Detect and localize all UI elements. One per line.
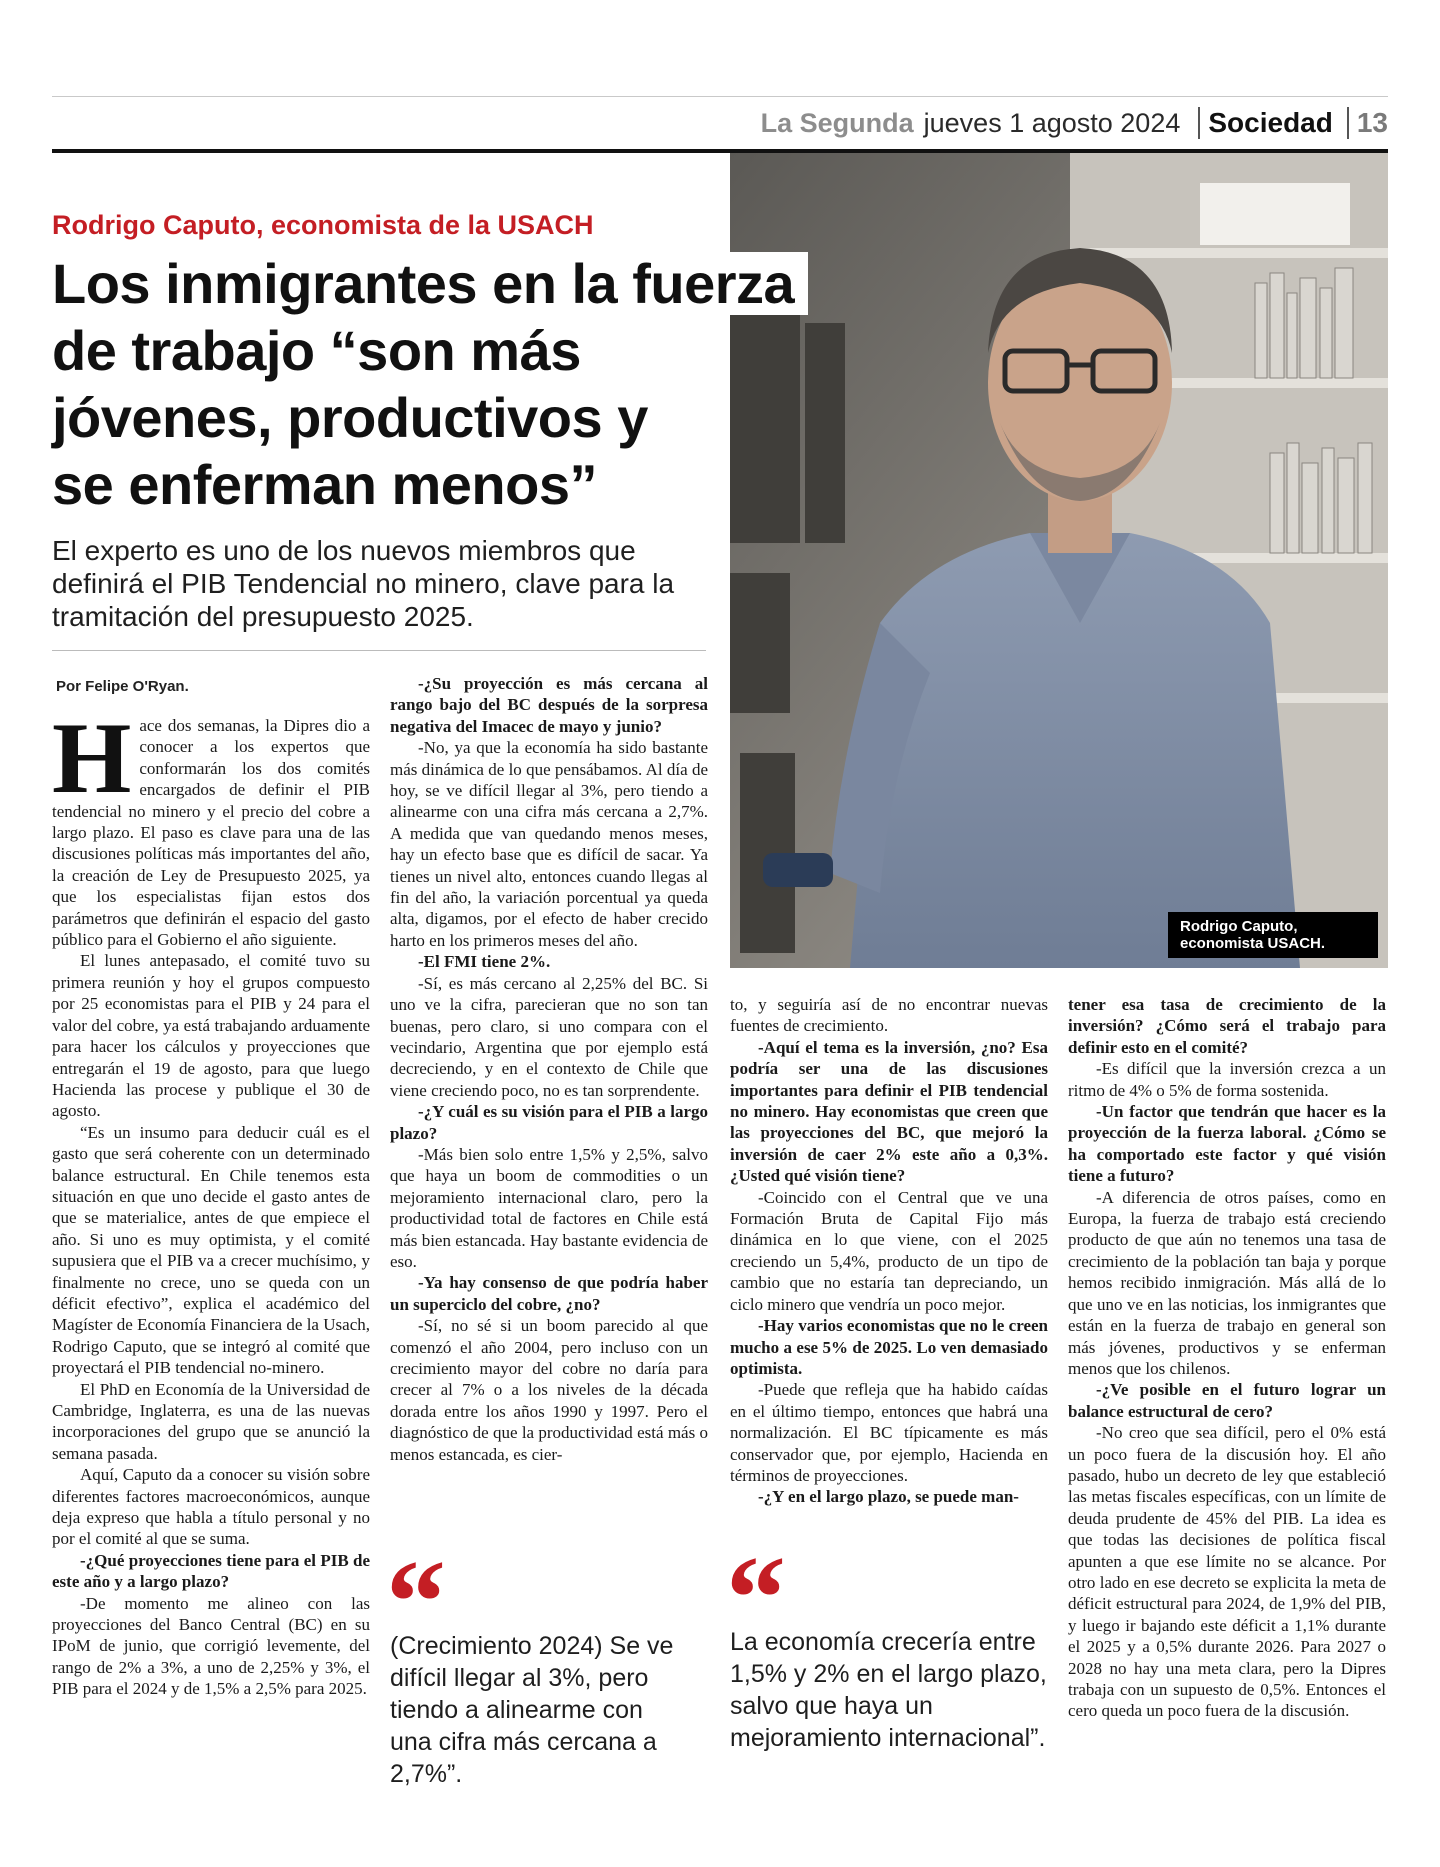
quote-mark-icon: “ [386,1535,446,1668]
drop-cap: H [52,702,132,815]
interview-question: -¿Ve posible en el futuro lograr un balance estructural de cero? [1068,1380,1386,1421]
interview-question: -¿Su proyección es más cercana al rango bajo del BC después de la sorpresa negativa del Imacec de mayo y junio? [390,674,708,736]
byline: Por Felipe O'Ryan. [56,678,189,695]
interview-question: -Ya hay consenso de que podría haber un superciclo del cobre, ¿no? [390,1273,708,1314]
interview-question: tener esa tasa de crecimiento de la inversión? ¿Cómo será el trabajo para definir esto en el comité? [1068,995,1386,1057]
interview-question: -Aquí el tema es la inversión, ¿no? Esa podría ser una de las discusiones importantes para definir el PIB tendencial no minero. Hay economistas que creen que las proyecciones del BC, que mejoró la inversión de caer 2% este año a 0,3%. ¿Usted qué visión tiene? [730,1037,1048,1186]
paragraph: “Es un insumo para deducir cuál es el gasto que será coherente con un determinado balance estructural. En Chile tenemos esta situación en que uno decide el gasto antes de que se materialice, antes de que empiece el año. Si uno es muy optimista, y el comité supusiera que el PIB va a crecer muchísimo, y finalmente no crece, uno se queda con un déficit efectivo”, explica el académico del Magíster de Economía Financiera de la Usach, Rodrigo Caputo, que se integró al comité que proyectará el PIB tendencial no-minero. [52,1122,370,1378]
paragraph-text: ace dos semanas, la Dipres dio a conocer a los expertos que conformarán los dos comités encargados de definir el PIB tendencial no minero y el precio del cobre a largo plazo. El paso es clave para una de las discusiones políticas más importantes del año, la creación de Ley de Presupuesto 2025, ya que los especialistas fijan estos dos parámetros que definirán el espacio del gasto público para el Gobierno el año siguiente. [52,716,370,950]
paragraph: El lunes antepasado, el comité tuvo su primera reunión y hoy el grupos compuesto por 25 economistas para el PIB y 24 para el valor del cobre, ya está trabajando arduamente para hacer los cálculos y proyecciones que entregarán el 19 de agosto, para que luego Hacienda las procese y publique el 30 de agosto. [52,951,370,1121]
paragraph: -Sí, es más cercano al 2,25% del BC. Si uno ve la cifra, parecieran que no son tan buenas, pero claro, si uno compara con el vecindario, Argentina que por ejemplo está decreciendo, y en el contexto de Chile que viene creciendo poco, no es tan sorprendente. [390,973,708,1100]
interview-question: -Un factor que tendrán que hacer es la proyección de la fuerza laboral. ¿Cómo se ha comportado este factor y qué visión tiene a futuro? [1068,1102,1386,1186]
paragraph: -Sí, no sé si un boom parecido al que comenzó el año 2004, pero incluso con un crecimiento mayor del cobre no daría para crecer al 7% o a los niveles de la década dorada entre los años 1990 y 1997. Pero el diagnóstico de que la productividad está más o menos estancada, es cier- [390,1316,708,1464]
headline-line: Los inmigrantes en la fuerza [52,252,808,315]
article-headline [52,250,842,518]
paragraph: Aquí, Caputo da a conocer su visión sobre diferentes factores macroeconómicos, aunque deja expreso que habla a título personal y no por el comité al que se suma. [52,1465,370,1549]
section-name: Sociedad [1208,107,1333,138]
masthead [52,100,1388,146]
paragraph: -Más bien solo entre 1,5% y 2,5%, salvo que haya un boom de commodities o un mejoramiento internacional claro, pero la productividad total de factores en Chile está más bien estancada. Hay bastante evidencia de eso. [390,1144,708,1271]
interview-question: -¿Y cuál es su visión para el PIB a largo plazo? [390,1102,708,1143]
paragraph: -No, ya que la economía ha sido bastante más dinámica de lo que pensábamos. Al día de hoy, se ve difícil llegar al 3%, pero tiendo a alinearme con una cifra más cercana a 2,7%. A medida que van quedando menos meses, hay un efecto base que es difícil de sacar. Ya tienes un nivel alto, entonces cuando llegas al fin del año, la variación porcentual ya queda alta, digamos, por el efecto de haber crecido harto en los primeros meses del año. [390,738,708,950]
photo-caption: Rodrigo Caputo, economista USACH. [1168,912,1378,958]
paragraph: -Puede que refleja que ha habido caídas en el último tiempo, entonces que habrá una normalización. El BC típicamente es más conservador que, por ejemplo, Hacienda en términos de proyecciones. [730,1380,1048,1485]
headline-line: de trabajo “son más [52,319,595,382]
body-column-3 [730,994,1048,1508]
paragraph: -Coincido con el Central que ve una Formación Bruta de Capital Fijo más dinámica en lo que viene, con el 2025 creciendo un 5,4%, producto de un tipo de cambio que no estaría tan depreciando, un ciclo minero que vendría un poco mejor. [730,1187,1048,1314]
issue-date: jueves 1 agosto 2024 [923,107,1181,138]
paragraph: -Es difícil que la inversión crezca a un ritmo de 4% o 5% de forma sostenida. [1068,1059,1386,1100]
interview-question: -¿Y en el largo plazo, se puede man- [758,1487,1019,1507]
interview-question: -El FMI tiene 2%. [418,952,551,972]
deck-divider [52,650,706,651]
masthead-divider [1198,107,1200,139]
page-number: 13 [1356,107,1388,138]
masthead-divider [1347,107,1349,139]
paragraph [52,702,370,950]
quote-mark-icon: “ [726,1531,786,1664]
pull-quote: (Crecimiento 2024) Se ve difícil llegar al 3%, pero tiendo a alinearme con una cifra más cercana a 2,7%”. [390,1632,674,1788]
pull-quote: La economía crecería entre 1,5% y 2% en el largo plazo, salvo que haya un mejoramiento internacional”. [730,1628,1047,1752]
body-column-1 [52,702,370,1700]
paragraph: -A diferencia de otros países, como en Europa, la fuerza de trabajo está creciendo producto de que aún no tenemos una tasa de crecimiento de la población tan baja y porque hemos recibido inmigración. Más allá de lo que uno ve en las noticias, los inmigrantes que están en la fuerza de trabajo en general son más jóvenes, productivos y se enferman menos que los chilenos. [1068,1187,1386,1378]
body-column-4 [1068,994,1386,1722]
paragraph: El PhD en Economía de la Universidad de Cambridge, Inglaterra, es una de las nuevas incorporaciones del grupo que se anunció la semana pasada. [52,1379,370,1463]
headline-line: se enferman menos” [52,453,611,516]
top-rule [52,96,1388,97]
paragraph: -De momento me alineo con las proyecciones del Banco Central (BC) en su IPoM de junio, que corrigió levemente, del rango de 2% a 3%, a uno de 2,25% y 3%, el PIB para el 2024 y de 1,5% a 2,5% para 2025. [52,1593,370,1699]
paragraph: to, y seguiría así de no encontrar nuevas fuentes de crecimiento. [730,995,1048,1036]
headline-line: jóvenes, productivos y [52,386,662,449]
paragraph: -No creo que sea difícil, pero el 0% está un poco fuera de la discusión hoy. El año pasado, hubo un decreto de ley que estableció las metas fiscales específicas, con un límite de deuda prudente de 45% del PIB. La idea es que todas las decisiones de política fiscal apunten a que ese límite no se alcance. Por otro lado en ese decreto se explicita la meta de déficit estructural para 2024, de 1,9% del PIB, y luego ir bajando este déficit a 1,1% durante el 2025 y a 0,5% durante 2026. Para 2027 o 2028 no hay una meta clara, pero la Dipres trabaja con un supuesto de 0,5%. Entonces el cero queda un poco fuera de la discusión. [1068,1423,1386,1721]
body-column-2 [390,673,708,1465]
interview-question: -Hay varios economistas que no le creen mucho a ese 5% de 2025. Lo ven demasiado optimista. [730,1316,1048,1378]
article-kicker: Rodrigo Caputo, economista de la USACH [52,210,594,240]
interview-question: -¿Qué proyecciones tiene para el PIB de este año y a largo plazo? [52,1550,370,1592]
article-deck: El experto es uno de los nuevos miembros que definirá el PIB Tendencial no minero, clave para la tramitación del presupuesto 2025. [52,535,675,632]
publication-name: La Segunda [760,107,914,138]
